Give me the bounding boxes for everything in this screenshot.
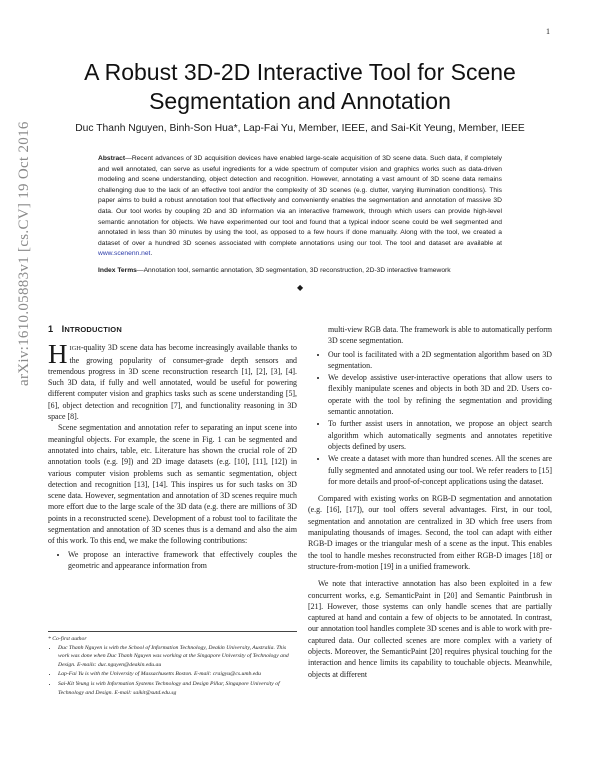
index-terms-label: Index Terms [98, 267, 137, 274]
page-number: 1 [546, 27, 550, 36]
paragraph-compare: Compared with existing works on RGB-D segmentation and annotation (e.g. [16], [17]), our tool offers several advantages. First, in our tool, segmentation and annotation are centralized in 3D which free users from manipulating thousands of images. Second, the tool can adapt with either RGB-D images or the triangular mesh of a scene as the input. This enables the tool to handle meshes reconstructed from either RGB-D images [18] or structure-from-motion [19] in a unified framework. [308, 494, 552, 571]
footnote-cofirst: * Co-first author [48, 636, 87, 642]
section-title-rest: NTRODUCTION [64, 325, 122, 334]
contribution-list [48, 549, 297, 572]
right-column [308, 324, 552, 680]
paragraph-related: We note that interactive annotation has also been exploited in a few concurrent works, e.g. SemanticPaint in [20] and Semantic Paintbrush in [21]. However, those systems can only handle scenes that are partially captured at hand and contain a few of objects to be annotated. In contrast, our annotation tool handles complete 3D scenes and is able to work with pre-captured data. Our collected scenes are more complex with a variety of objects. Moreover, the SemanticPaint [20] requires physical touching for the interaction and hence limits its capability to touchable objects. Meanwhile, objects at different [308, 579, 552, 679]
paper-title [60, 58, 540, 116]
intro-smallcaps: IGH [69, 345, 81, 353]
left-column [48, 324, 297, 572]
intro-text: -quality 3D scene data has become increasingly available thanks to the growing popularity of consumer-grade depth sensors and tremendous progress in 3D scene reconstruction research [1], [2], [3], [4]. Such 3D data, if fully and well annotated, would be useful for powering different computer vision and graphics tasks such as scene understanding [5], [6], object detection and recognition [7], and functionality reasoning in 3D space [8]. [48, 343, 297, 422]
intro-paragraph [48, 339, 297, 422]
section-divider: ◆ [297, 283, 304, 292]
section-heading [48, 324, 297, 335]
abstract-label: Abstract [98, 155, 126, 162]
footnote-item: • Duc Thanh Nguyen is with the School of Information Technology, Deakin University, Australia. This work was done when Duc Thanh Nguyen was working at the Singapore University of Technology and Design. E-mails: duc.nguyen@deakin.edu.au [58, 644, 297, 670]
section-title-first: I [61, 324, 65, 334]
list-item: • To further assist users in annotation, we propose an object search algorithm which automatically segments and annotates repetitive objects defined by users. [328, 418, 552, 452]
list-item: • We develop assistive user-interactive operations that allow users to flexibly manipulate scenes and objects in both 3D and 2D. Users co-operate with the tool by refining the segmentation and providing semantic annotation. [328, 372, 552, 417]
contribution-list-cont [308, 349, 552, 488]
list-item: • We create a dataset with more than hundred scenes. All the scenes are fully segmented and annotated using our tool. We refer readers to [15] for more details and proof-of-concept applications using the dataset. [328, 453, 552, 487]
paragraph-2: Scene segmentation and annotation refer to separating an input scene into meaningful objects. For example, the scene in Fig. 1 can be segmented and annotated into chairs, table, etc. Literature has shown the crucial role of 2D annotation tools (e.g. [9]) and 2D image datasets (e.g. [10], [11], [12]) in various computer vision problems such as semantic segmentation, object detection and recognition [13], [14]. This inspires us for such tasks on 3D scene data. However, segmentation and annotation of 3D scenes require much more effort due to the large scale of the 3D data (e.g. there are millions of 3D points in a reconstructed scene). Development of a robust tool to facilitate the segmentation and annotation of 3D scenes thus is a demand and also the aim of this work. To this end, we make the following contributions: [48, 423, 297, 546]
index-terms [98, 266, 502, 276]
bullet-continuation: multi-view RGB data. The framework is able to automatically perform 3D scene segmentation. [328, 325, 552, 346]
drop-cap: H [48, 339, 68, 370]
dataset-link[interactable]: www.scenenn.net [98, 250, 151, 258]
section-number: 1 [48, 324, 54, 334]
author-list: Duc Thanh Nguyen, Binh-Son Hua*, Lap-Fai Yu, Member, IEEE, and Sai-Kit Yeung, Member, IEEE [75, 123, 525, 134]
footnotes [48, 631, 297, 698]
abstract-text: —Recent advances of 3D acquisition devices have enabled large-scale acquisition of 3D scene data. Such data, if completely and well annotated, can serve as useful ingredients for a wide spectrum of computer vision and graphics works such as data-driven modeling and scene understanding, object detection and recognition. However, annotating a vast amount of 3D scene data remains challenging due to the lack of an effective tool and/or the complexity of 3D scenes (e.g. clutter, varying illumination conditions). This paper aims to build a robust annotation tool that effectively and conveniently enables the segmentation and annotation of massive 3D data. Our tool works by coupling 2D and 3D information via an interactive framework, through which users can provide high-level semantic annotation for objects. We have experimented our tool and found that a typical indoor scene could be well segmented and annotated in less than 30 minutes by using the tool, as opposed to a few hours if done manually. Along with the tool, we created a dataset of over a hundred 3D scenes associated with complete annotations using our tool. The tool and dataset are available at [98, 155, 502, 247]
footnote-item: • Lap-Fai Yu is with the University of Massachusetts Boston. E-mail: craigyu@cs.umb.edu [58, 670, 297, 679]
title-line-2: Segmentation and Annotation [149, 88, 451, 114]
abstract [98, 154, 502, 260]
list-item: • Our tool is facilitated with a 2D segmentation algorithm based on 3D segmentation. [328, 349, 552, 372]
list-item: • We propose an interactive framework that effectively couples the geometric and appearance information from [68, 549, 297, 572]
footnote-item: • Sai-Kit Yeung is with Information Systems Technology and Design Pillar, Singapore University of Technology and Design. E-mail: saikit@sutd.edu.sg [58, 680, 297, 697]
title-line-1: A Robust 3D-2D Interactive Tool for Scene [84, 59, 516, 85]
arxiv-stamp: arXiv:1610.05883v1 [cs.CV] 19 Oct 2016 [16, 121, 32, 386]
abstract-end: . [150, 250, 153, 258]
index-terms-text: —Annotation tool, semantic annotation, 3D segmentation, 3D reconstruction, 2D-3D interactive framework [136, 267, 451, 274]
